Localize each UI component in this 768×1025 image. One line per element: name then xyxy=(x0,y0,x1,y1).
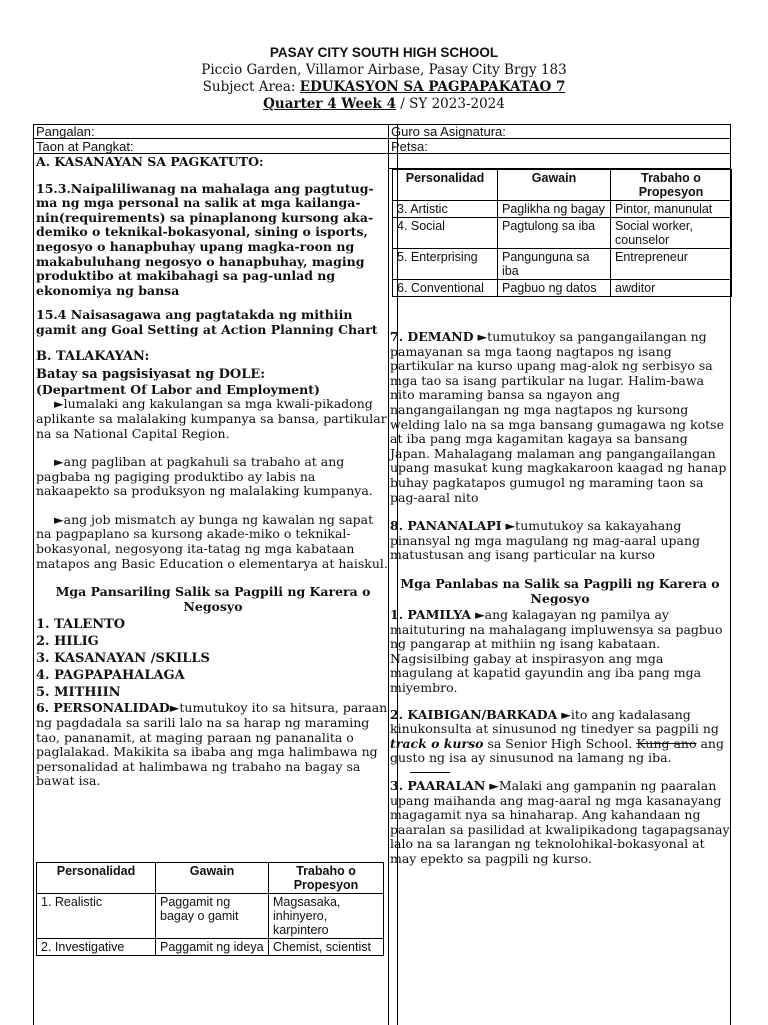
table-header: Personalidad xyxy=(393,170,498,201)
table-header: Trabaho o Propesyon xyxy=(269,863,384,894)
dole-heading: Batay sa pagsisiyasat ng DOLE: xyxy=(36,367,266,383)
subject-area: Subject Area: EDUKASYON SA PAGPAPAKATAO 7 xyxy=(202,79,566,95)
table-row: 4. Social Pagtulong sa iba Social worker, counselor xyxy=(393,218,732,249)
taon-pangkat-field[interactable]: Taon at Pangkat: xyxy=(33,139,389,154)
list-item: 5. MITHIIN xyxy=(36,685,121,701)
table-header: Personalidad xyxy=(37,863,156,894)
quarter-week: Quarter 4 Week 4 xyxy=(263,96,396,112)
pamilya-paragraph: 1. PAMILYA ►ang kalagayan ng pamilya ay maituturing na mahalagang impluwensya sa pagbuo ng pangarap at mithiin ng isang kabataan. Nagsisilbing gabay at inspirasyon ang mga magulang at kapatid gayundin ang iba pang mga miyembro. xyxy=(390,607,723,696)
pangalan-field[interactable]: Pangalan: xyxy=(33,124,389,139)
list-item: 3. KASANAYAN /SKILLS xyxy=(36,651,210,667)
dole-point-2: ►ang pagliban at pagkahuli sa trabaho at ang pagbaba ng pagiging produktibo ay labis na nakaapekto sa produksyon ng malalaking kumpanya. xyxy=(36,454,373,499)
dole-subheading: (Department Of Labor and Employment) xyxy=(36,381,320,397)
pananalapi-paragraph: 8. PANANALAPI ►tumutukoy sa kakayahang pinansyal ng mga magulang ng mag-aaral upang matustusan ang isang particular na kurso xyxy=(390,518,701,563)
internal-factors-title: Mga Pansariling Salik sa Pagpili ng Karera o Negosyo xyxy=(55,584,371,614)
internal-factors-list xyxy=(36,616,390,701)
left-content xyxy=(36,155,390,797)
petsa-field[interactable]: Petsa: xyxy=(388,139,730,154)
external-factors-title: Mga Panlabas na Salik sa Pagpili ng Karera o Negosyo xyxy=(400,575,720,606)
section-b-heading: B. TALAKAYAN: xyxy=(36,348,150,364)
divider xyxy=(410,772,450,773)
table-row: 5. Enterprising Pangunguna sa iba Entrepreneur xyxy=(393,249,732,280)
right-content xyxy=(390,330,730,875)
list-item: 4. PAGPAPAHALAGA xyxy=(36,668,185,684)
quarter-line: Quarter 4 Week 4 / SY 2023-2024 xyxy=(263,96,505,112)
school-address: Piccio Garden, Villamor Airbase, Pasay City Brgy 183 xyxy=(201,62,567,78)
personality-table-1 xyxy=(36,862,384,956)
table-row: 1. Realistic Paggamit ng bagay o gamit Magsasaka, inhinyero, karpintero xyxy=(37,894,384,939)
table-header: Gawain xyxy=(498,170,611,201)
section-a-heading: A. KASANAYAN SA PAGKATUTO: xyxy=(36,154,264,169)
list-item: 1. TALENTO xyxy=(36,617,126,633)
dole-point-1: ►lumalaki ang kakulangan sa mga kwali-pikadong aplikante sa malalaking kumpanya sa bansa, partikular na sa National Capital Region. xyxy=(36,396,387,441)
table-header: Gawain xyxy=(156,863,269,894)
table-row: 3. Artistic Paglikha ng bagay Pintor, manunulat xyxy=(393,201,732,218)
school-name: PASAY CITY SOUTH HIGH SCHOOL xyxy=(269,45,499,60)
personalidad-paragraph: 6. PERSONALIDAD►tumutukoy ito sa hitsura, paraan ng pagdadala sa sarili lalo na sa harap ng maraming tao, pananamit, at maging paraan ng pananalita o paglalakad. Makikita sa ibaba ang mga halimbawa ng personalidad at halimbawa ng trabaho na bagay sa bawat isa. xyxy=(36,700,388,789)
personality-table-2 xyxy=(392,169,732,297)
table-row: 2. Investigative Paggamit ng ideya Chemist, scientist xyxy=(37,939,384,956)
subject-title: EDUKASYON SA PAGPAPAKATAO 7 xyxy=(299,79,566,95)
learning-competency-2: 15.4 Naisasagawa ang pagtatakda ng mithiin gamit ang Goal Setting at Action Planning Chart xyxy=(36,307,378,337)
list-item: 2. HILIG xyxy=(36,634,99,650)
dole-point-3: ►ang job mismatch ay bunga ng kawalan ng sapat na pagpaplano sa kursong akade-miko o teknikal-bokasyonal, negosyong ita-tatag ng mga kabataan matapos ang Basic Education o elementarya at haiskul. xyxy=(36,511,388,571)
learning-competency-1: 15.3.Naipaliliwanag na mahalaga ang pagtutug-ma ng mga personal na salik at mga kailanga-nin(requirements) sa pinaplanong kursong aka-demiko o teknikal-bokasyonal, sining o isports, negosyo o hanapbuhay upang magka-roon ng makabuluhang negosyo o hanapbuhay, maging produktibo at makibahagi sa pag-unlad ng ekonomiya ng bansa xyxy=(36,180,374,298)
table-header: Trabaho o Propesyon xyxy=(611,170,732,201)
demand-paragraph: 7. DEMAND ►tumutukoy sa pangangailangan ng pamayanan sa mga taong nagtapos ng isang partikular na kurso upang mag-alok ng serbisyo sa mga tao sa isang partikular na lugar. Halim-bawa nito maraming bansa sa ngayon ang nangangailangan ng mga nagtapos ng kursong welding lalo na sa mga bansang gumagawa ng kotse at iba pang mga kagamitan kagaya sa bansang Japan. Mahalagang malaman ang pangangailangan upang masukat kung magkakaroon kaagad ng hanap buhay pagkatapos gumugol ng maraming taon sa pag-aaral nito xyxy=(390,329,727,505)
paaralan-paragraph: 3. PAARALAN ►Malaki ang gampanin ng paaralan upang maihanda ang mag-aaral ng mga kasanayang magagamit nya sa hinaharap. Ang kahandaan ng paaralan sa pasilidad at kwalipikadong tagapagsanay lalo na sa larangan ng teknolohikal-bokasyonal at may epekto sa pagpili ng kurso. xyxy=(390,778,730,866)
kaibigan-paragraph: 2. KAIBIGAN/BARKADA ►ito ang kadalasang kinukonsulta at sinusunod ng tinedyer sa pagpili ng track o kurso sa Senior High School. Kung ano ang gusto ng isa ay sinusunod na lamang ng iba. xyxy=(390,706,724,766)
table-row: 6. Conventional Pagbuo ng datos awditor xyxy=(393,280,732,297)
guro-field[interactable]: Guro sa Asignatura: xyxy=(388,124,730,139)
blank-row xyxy=(388,154,730,169)
